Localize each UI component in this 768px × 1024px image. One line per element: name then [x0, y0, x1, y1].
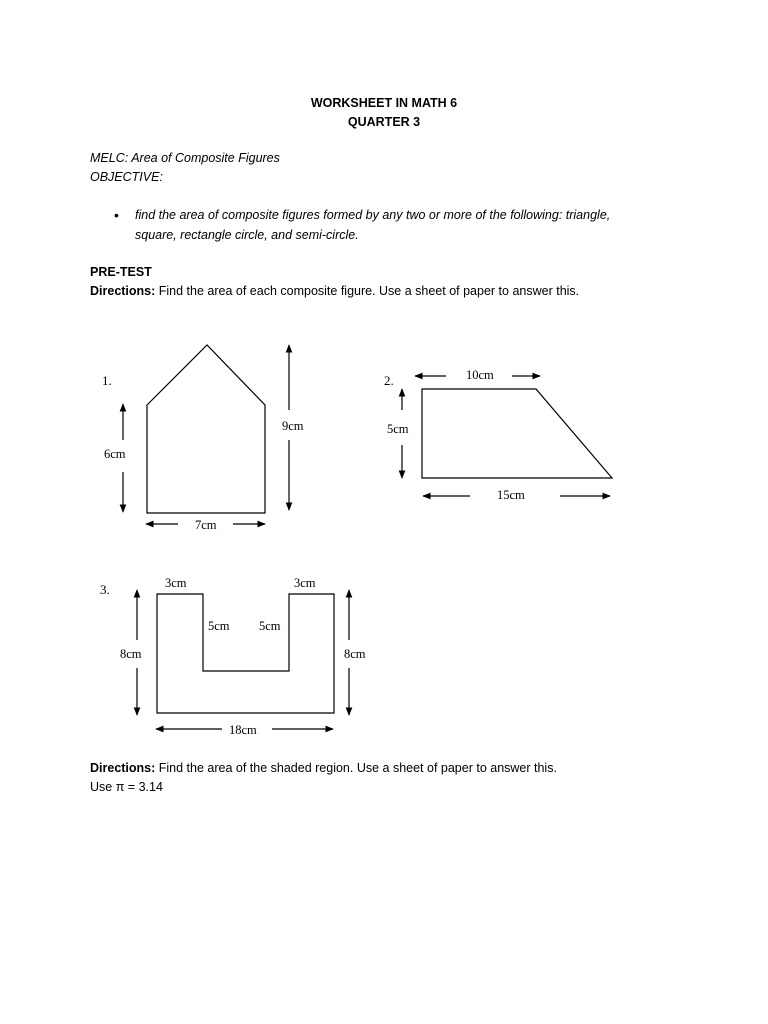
objective-text-line1: find the area of composite figures formed by any two or more of the following: triangle,	[135, 208, 611, 222]
figure3-inner-left-label: 5cm	[208, 619, 230, 633]
directions-2	[90, 761, 557, 775]
figure2-top-label: 10cm	[466, 368, 494, 382]
figure3-number: 3.	[100, 582, 110, 597]
worksheet-title: WORKSHEET IN MATH 6	[310, 96, 458, 110]
melc-label: MELC: Area of Composite Figures	[90, 151, 280, 165]
figure2-trapezoid	[422, 389, 612, 478]
directions-2-label: Directions:	[90, 761, 156, 775]
figure1-base-label: 7cm	[195, 518, 217, 532]
directions-1-label: Directions:	[90, 284, 156, 298]
pi-note: Use π = 3.14	[90, 780, 163, 794]
figure3-top-right-label: 3cm	[294, 576, 316, 590]
figure3-u-shape	[157, 594, 334, 713]
figure3-inner-right-label: 5cm	[259, 619, 281, 633]
objective-label: OBJECTIVE:	[90, 170, 163, 184]
quarter-title: QUARTER 3	[347, 115, 421, 129]
figure2-height-label: 5cm	[387, 422, 409, 436]
objective-text-line2: square, rectangle circle, and semi-circle.	[135, 228, 359, 242]
figure3-left-height-label: 8cm	[120, 647, 142, 661]
directions-2-text: Find the area of the shaded region. Use a sheet of paper to answer this.	[155, 761, 557, 775]
figure1-number: 1.	[102, 373, 112, 388]
pretest-label: PRE-TEST	[90, 265, 152, 279]
figure3-right-height-label: 8cm	[344, 647, 366, 661]
bullet-icon: •	[114, 207, 119, 223]
figure3-top-left-label: 3cm	[165, 576, 187, 590]
figure1-pentagon	[147, 345, 265, 513]
figure1-left-height-label: 6cm	[104, 447, 126, 461]
directions-1-text: Find the area of each composite figure. Use a sheet of paper to answer this.	[155, 284, 580, 298]
figure1-total-height-label: 9cm	[282, 419, 304, 433]
figure2-number: 2.	[384, 373, 394, 388]
figure3-base-label: 18cm	[229, 723, 257, 737]
figure2-bottom-label: 15cm	[497, 488, 525, 502]
